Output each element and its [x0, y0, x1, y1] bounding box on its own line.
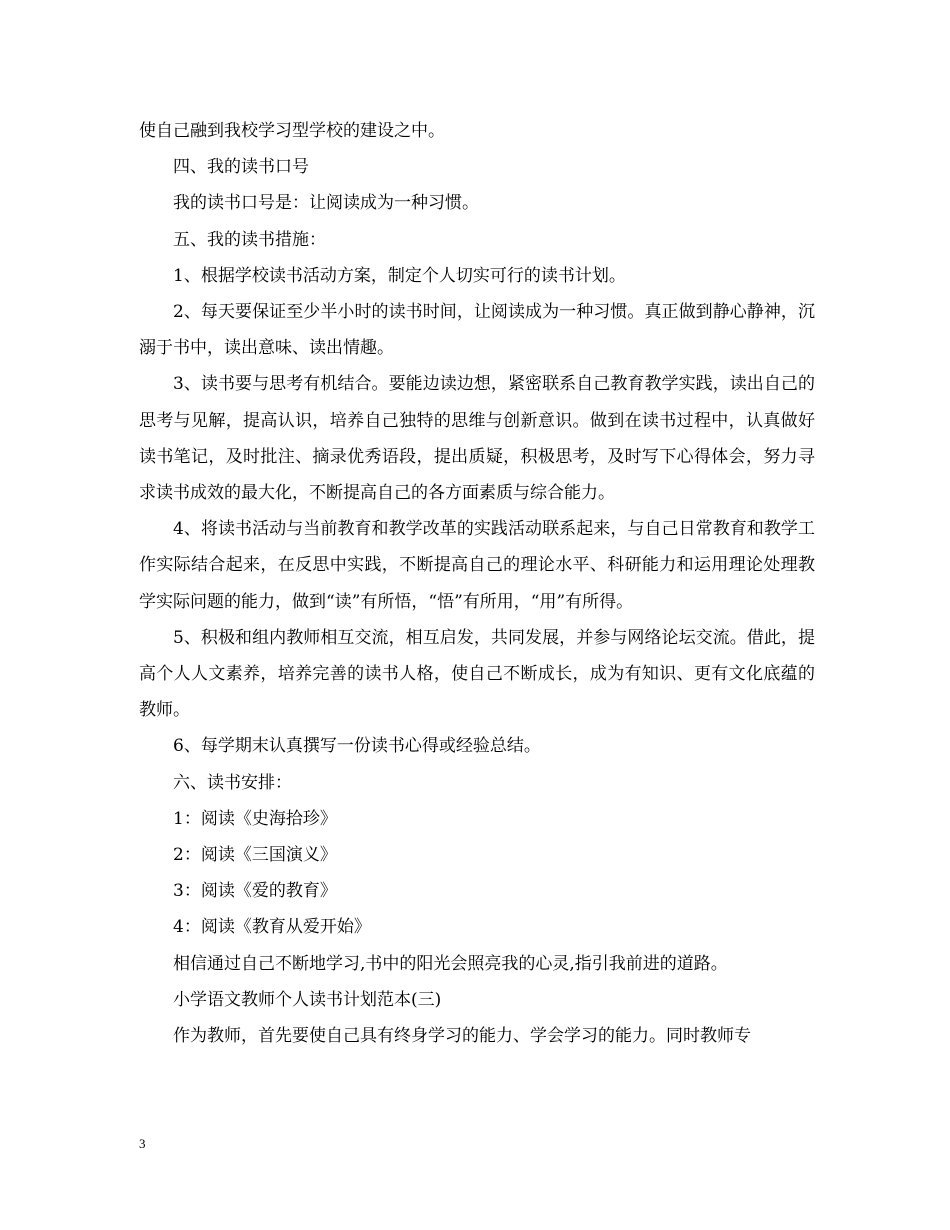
section-heading-slogan: 四、我的读书口号	[173, 157, 309, 178]
paragraph: 相信通过自己不断地学习,书中的阳光会照亮我的心灵,指引我前进的道路。	[173, 953, 728, 974]
list-item: 1、根据学校读书活动方案，制定个人切实可行的读书计划。	[173, 265, 626, 286]
paragraph: 我的读书口号是：让阅读成为一种习惯。	[173, 193, 479, 214]
section-heading-schedule: 六、读书安排：	[173, 772, 292, 793]
document-subtitle: 小学语文教师个人读书计划范本(三)	[173, 989, 442, 1010]
list-item: 5、积极和组内教师相互交流，相互启发，共同发展，并参与网络论坛交流。借此，提高个人人文素养，培养完善的读书人格，使自己不断成长，成为有知识、更有文化底蕴的教师。	[139, 627, 815, 721]
section-heading-measures: 五、我的读书措施：	[173, 229, 326, 250]
list-item: 4、将读书活动与当前教育和教学改革的实践活动联系起来，与自己日常教育和教学工作实际结合起来，在反思中实践，不断提高自己的理论水平、科研能力和运用理论处理教学实际问题的能力，做到“读”有所悟，“悟”有所用，“用”有所得。	[139, 519, 815, 612]
reading-item: 2：阅读《三国演义》	[173, 845, 337, 866]
reading-item: 1：阅读《史海拾珍》	[173, 808, 337, 829]
document-body	[139, 113, 815, 1054]
reading-item: 4：阅读《教育从爱开始》	[173, 917, 371, 938]
page-number: 3	[139, 1136, 146, 1151]
paragraph: 使自己融到我校学习型学校的建设之中。	[139, 121, 445, 141]
list-item: 3、读书要与思考有机结合。要能边读边想，紧密联系自己教育教学实践，读出自己的思考与见解，提高认识，培养自己独特的思维与创新意识。做到在读书过程中，认真做好读书笔记，及时批注、摘录优秀语段，提出质疑，积极思考，及时写下心得体会，努力寻求读书成效的最大化，不断提高自己的各方面素质与综合能力。	[139, 374, 815, 504]
reading-item: 3：阅读《爱的教育》	[173, 881, 337, 902]
list-item: 6、每学期末认真撰写一份读书心得或经验总结。	[173, 736, 541, 757]
paragraph: 作为教师，首先要使自己具有终身学习的能力、学会学习的能力。同时教师专	[173, 1026, 751, 1047]
list-item: 2、每天要保证至少半小时的读书时间，让阅读成为一种习惯。真正做到静心静神，沉溺于书中，读出意味、读出情趣。	[139, 302, 815, 359]
